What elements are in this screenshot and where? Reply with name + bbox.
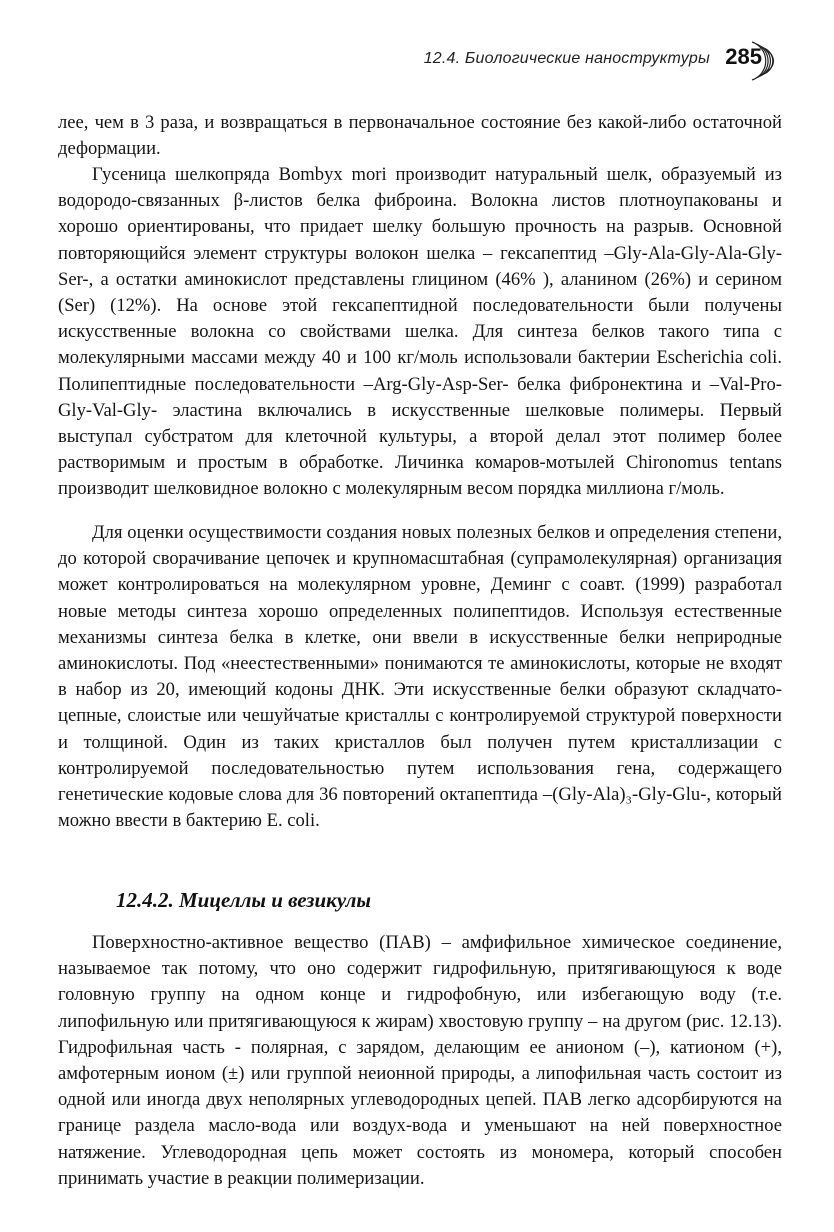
paragraph-surfactant [58,930,782,1192]
paragraph-text: Поверхностно-активное вещество (ПАВ) – амфифильное химическое соединение, называемое так потому, что оно содержит гидрофильную, притягивающуюся к воде головную группу на одном конце и гидрофобную, или избегающую воду (т.е. липофильную или притягивающуюся к жирам) хвостовую группу – на другом (рис. 12.13). Гидрофильная часть - полярная, с зарядом, делающим ее анионом (–), катионом (+), амфотерным ионом (±) или группой неионной природы, а липофильная часть состоит из одной или иногда двух неполярных углеводородных цепей. ПАВ легко адсорбируются на границе раздела масло-вода или воздух-вода и уменьшают на ней поверхностное натяжение. Углеводородная цепь может состоять из мономера, который способен принимать участие в реакции полимеризации. [58,932,782,1189]
section-heading: 12.4.2. Мицеллы и везикулы [116,888,371,912]
page-number-arcs-icon [742,38,782,84]
running-header [420,44,780,84]
paragraph-silk [58,162,782,503]
paragraph-text: Для оценки осуществимости создания новых полезных белков и определения степени, до которой сворачивание цепочек и крупномасштабная (супрамолекулярная) организация может контролироваться на молекулярном уровне, Деминг с соавт. (1999) разработал новые методы синтеза хорошо определенных полипептидов. Используя естественные механизмы синтеза белка в клетке, они ввели в искусственные белки неприродные аминокислоты. Под «неестественными» понимаются те аминокислоты, которые не входят в набор из 20, имеющий кодоны ДНК. Эти искусственные белки образуют складчато-цепные, слоистые или чешуйчатые кристаллы с контролируемой структурой поверхности и толщиной. Один из таких кристаллов был получен путем кристаллизации с контролируемой последовательностью путем использования гена, содержащего генетические кодовые слова для 36 повторений октапептида –(Gly-Ala)₃-Gly-Glu-, который можно ввести в бактерию E. coli. [58,522,782,832]
page-number: 285 [725,44,762,69]
header-section-title: 12.4. Биологические наноструктуры [423,50,710,67]
paragraph-continuation [58,110,782,162]
paragraph-text: Гусеница шелкопряда Bombyx mori производит натуральный шелк, образуемый из водородо-связанных β-листов белка фиброина. Волокна листов плотноупакованы и хорошо ориентированы, что придает шелку большую прочность на разрыв. Основной повторяющийся элемент структуры волокон шелка – гексапептид –Gly-Ala-Gly-Ala-Gly-Ser-, а остатки аминокислот представлены глицином (46% ), аланином (26%) и серином (Ser) (12%). На основе этой гексапептидной последовательности были получены искусственные волокна со свойствами шелка. Для синтеза белков такого типа с молекулярными массами между 40 и 100 кг/моль использовали бактерии Escherichia coli. Полипептидные последовательности –Arg-Gly-Asp-Ser- белка фибронектина и –Val-Pro-Gly-Val-Gly- эластина включались в искусственные шелковые полимеры. Первый выступал субстратом для клеточной культуры, а второй делал этот полимер более растворимым и простым в обработке. Личинка комаров-мотылей Chironomus tentans производит шелковидное волокно с молекулярным весом порядка миллиона г/моль. [58,164,782,500]
paragraph-deming [58,520,782,834]
paragraph-text: лее, чем в 3 раза, и возвращаться в первоначальное состояние без какой-либо остаточной деформации. [58,112,782,160]
